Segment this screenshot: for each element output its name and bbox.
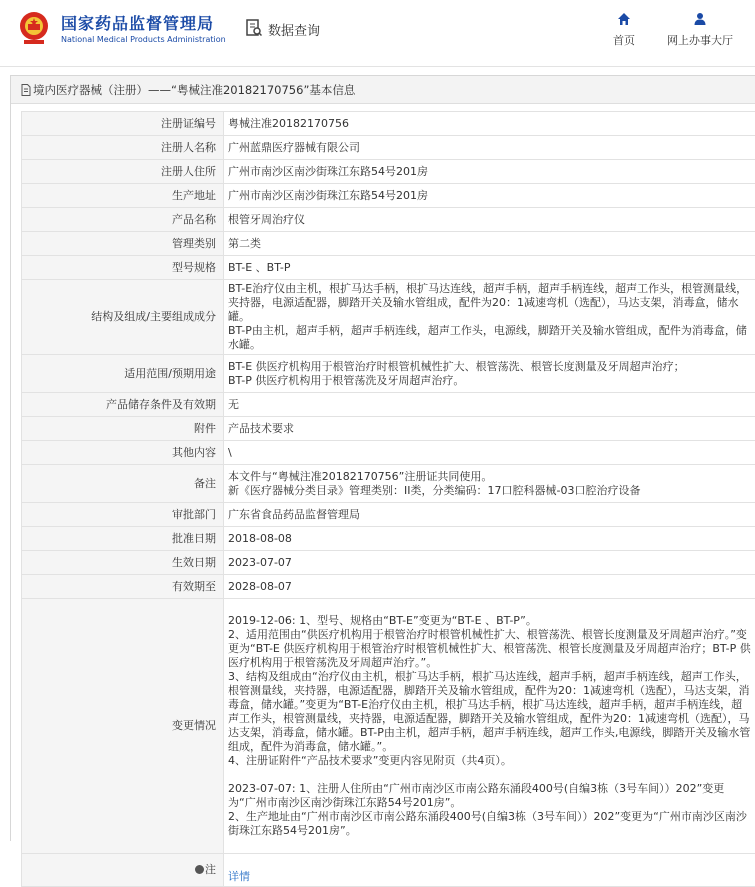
row-value: BT-E治疗仪由主机，根扩马达手柄，根扩马达连线，超声手柄，超声手柄连线，超声工作头，根管测量线，夹持器，电源适配器，脚踏开关及输水管组成，配件为20：1减速弯机（选配），马达支架，消毒盒，储水罐。 BT-P由主机，超声手柄，超声手柄连线，超声工作头，电源线，脚踏开关及输水管组成，配件为消毒盒，储水罐。 bbox=[224, 280, 755, 355]
row-value: 产品技术要求 bbox=[224, 417, 755, 441]
row-label: 注册人名称 bbox=[22, 136, 224, 160]
row-value: 2023-07-07 bbox=[224, 551, 755, 575]
row-value: BT-E 供医疗机构用于根管治疗时根管机械性扩大、根管荡洗、根管长度测量及牙周超声治疗； BT-P 供医疗机构用于根管荡洗及牙周超声治疗。 bbox=[224, 355, 755, 393]
table-row bbox=[22, 184, 755, 208]
document-icon bbox=[21, 84, 31, 96]
home-icon bbox=[617, 12, 631, 26]
nav-home[interactable] bbox=[604, 12, 644, 48]
panel-title-text: 境内医疗器械（注册）——“粤械注准20182170756”基本信息 bbox=[33, 82, 355, 98]
row-label: 审批部门 bbox=[22, 503, 224, 527]
row-value: BT-E 、BT-P bbox=[224, 256, 755, 280]
row-label: 批准日期 bbox=[22, 527, 224, 551]
nav-online-office[interactable] bbox=[660, 12, 740, 48]
row-label: 生产地址 bbox=[22, 184, 224, 208]
row-label: 备注 bbox=[22, 465, 224, 503]
detail-link[interactable]: 详情 bbox=[228, 870, 250, 883]
row-value: 本文件与“粤械注准20182170756”注册证共同使用。 新《医疗器械分类目录》管理类别：II类，分类编码：17口腔科器械-03口腔治疗设备 bbox=[224, 465, 755, 503]
row-value: 粤械注准20182170756 bbox=[224, 112, 755, 136]
table-row bbox=[22, 256, 755, 280]
table-row bbox=[22, 551, 755, 575]
row-value: \ bbox=[224, 441, 755, 465]
row-value: 广州市南沙区南沙街珠江东路54号201房 bbox=[224, 160, 755, 184]
row-value: 广州蓝鼎医疗器械有限公司 bbox=[224, 136, 755, 160]
site-header bbox=[0, 0, 755, 66]
row-value: 广州市南沙区南沙街珠江东路54号201房 bbox=[224, 184, 755, 208]
row-value: 2019-12-06: 1、型号、规格由“BT-E”变更为“BT-E 、BT-P”。 2、适用范围由“供医疗机构用于根管治疗时根管机械性扩大、根管荡洗、根管长度测量及牙周超声治疗。”变更为“BT-E 供医疗机构用于根管治疗时根管机械性扩大、根管荡洗、根管长度测量及牙周超声治疗；BT-P 供医疗机构用于根管荡洗及牙周超声治疗。”。 3、结构及组成由“治疗仪由主机，根扩马达手柄，根扩马达连线，超声手柄，超声手柄连线，超声工作头，根管测量线，夹持器，电源适配器，脚踏开关及输水管组成，配件为20：1减速弯机（选配），马达支架，消毒盒，储水罐。”变更为“BT-E治疗仪由主机，根扩马达手柄，根扩马达连线，超声手柄，超声手柄连线，超声工作头，根管测量线，夹持器，电源适配器，脚踏开关及输水管组成，配件为20：1减速弯机（选配），马达支架，消毒盒，储水罐。BT-P由主机，超声手柄，超声手柄连线，超声工作头,电源线，脚踏开关及输水管组成，配件为消毒盒，储水罐。”。 4、注册证附件“产品技术要求”变更内容见附页（共4页）。 2023-07-07: 1、注册人住所由“广州市南沙区市南公路东涌段400号(自编3栋（3号车间））202”变更为“广州市南沙区南沙街珠江东路54号201房”。 2、生产地址由“广州市南沙区市南公路东涌段400号(自编3栋（3号车间））202”变更为“广州市南沙区南沙街珠江东路54号201房”。 bbox=[224, 599, 755, 854]
registration-info-table bbox=[21, 111, 755, 887]
table-row bbox=[22, 160, 755, 184]
table-row bbox=[22, 465, 755, 503]
table-row bbox=[22, 393, 755, 417]
detail-panel bbox=[10, 75, 755, 841]
row-label: 管理类别 bbox=[22, 232, 224, 256]
table-row bbox=[22, 854, 755, 887]
panel-title bbox=[11, 76, 755, 104]
note-label: 注 bbox=[205, 863, 216, 876]
table-row bbox=[22, 136, 755, 160]
table-row bbox=[22, 208, 755, 232]
agency-name-cn: 国家药品监督管理局 bbox=[61, 11, 214, 34]
row-value: 2028-08-07 bbox=[224, 575, 755, 599]
row-label: 其他内容 bbox=[22, 441, 224, 465]
row-value: 根管牙周治疗仪 bbox=[224, 208, 755, 232]
data-query-link[interactable]: 数据查询 bbox=[268, 20, 320, 39]
row-label: 产品储存条件及有效期 bbox=[22, 393, 224, 417]
table-row bbox=[22, 232, 755, 256]
table-row bbox=[22, 575, 755, 599]
table-row bbox=[22, 441, 755, 465]
row-label: 产品名称 bbox=[22, 208, 224, 232]
note-icon bbox=[195, 865, 204, 874]
nav-online-office-label: 网上办事大厅 bbox=[660, 32, 740, 48]
row-value: 2018-08-08 bbox=[224, 527, 755, 551]
row-label bbox=[22, 854, 224, 887]
user-icon bbox=[693, 12, 707, 26]
table-row bbox=[22, 280, 755, 355]
row-value: 广东省食品药品监督管理局 bbox=[224, 503, 755, 527]
national-emblem-icon bbox=[18, 10, 50, 46]
row-label: 生效日期 bbox=[22, 551, 224, 575]
table-row bbox=[22, 503, 755, 527]
table-row bbox=[22, 112, 755, 136]
row-label: 适用范围/预期用途 bbox=[22, 355, 224, 393]
nav-home-label: 首页 bbox=[604, 32, 644, 48]
row-label: 附件 bbox=[22, 417, 224, 441]
row-value: 第二类 bbox=[224, 232, 755, 256]
row-label: 结构及组成/主要组成成分 bbox=[22, 280, 224, 355]
table-row bbox=[22, 599, 755, 854]
row-value: 无 bbox=[224, 393, 755, 417]
row-label: 有效期至 bbox=[22, 575, 224, 599]
table-row bbox=[22, 527, 755, 551]
row-label: 注册人住所 bbox=[22, 160, 224, 184]
header-divider bbox=[0, 66, 755, 67]
table-row bbox=[22, 355, 755, 393]
table-row bbox=[22, 417, 755, 441]
data-query-icon[interactable] bbox=[246, 19, 262, 37]
row-value bbox=[224, 854, 755, 887]
row-label: 型号规格 bbox=[22, 256, 224, 280]
row-label: 注册证编号 bbox=[22, 112, 224, 136]
agency-name-en: National Medical Products Administration bbox=[61, 35, 226, 44]
row-label: 变更情况 bbox=[22, 599, 224, 854]
